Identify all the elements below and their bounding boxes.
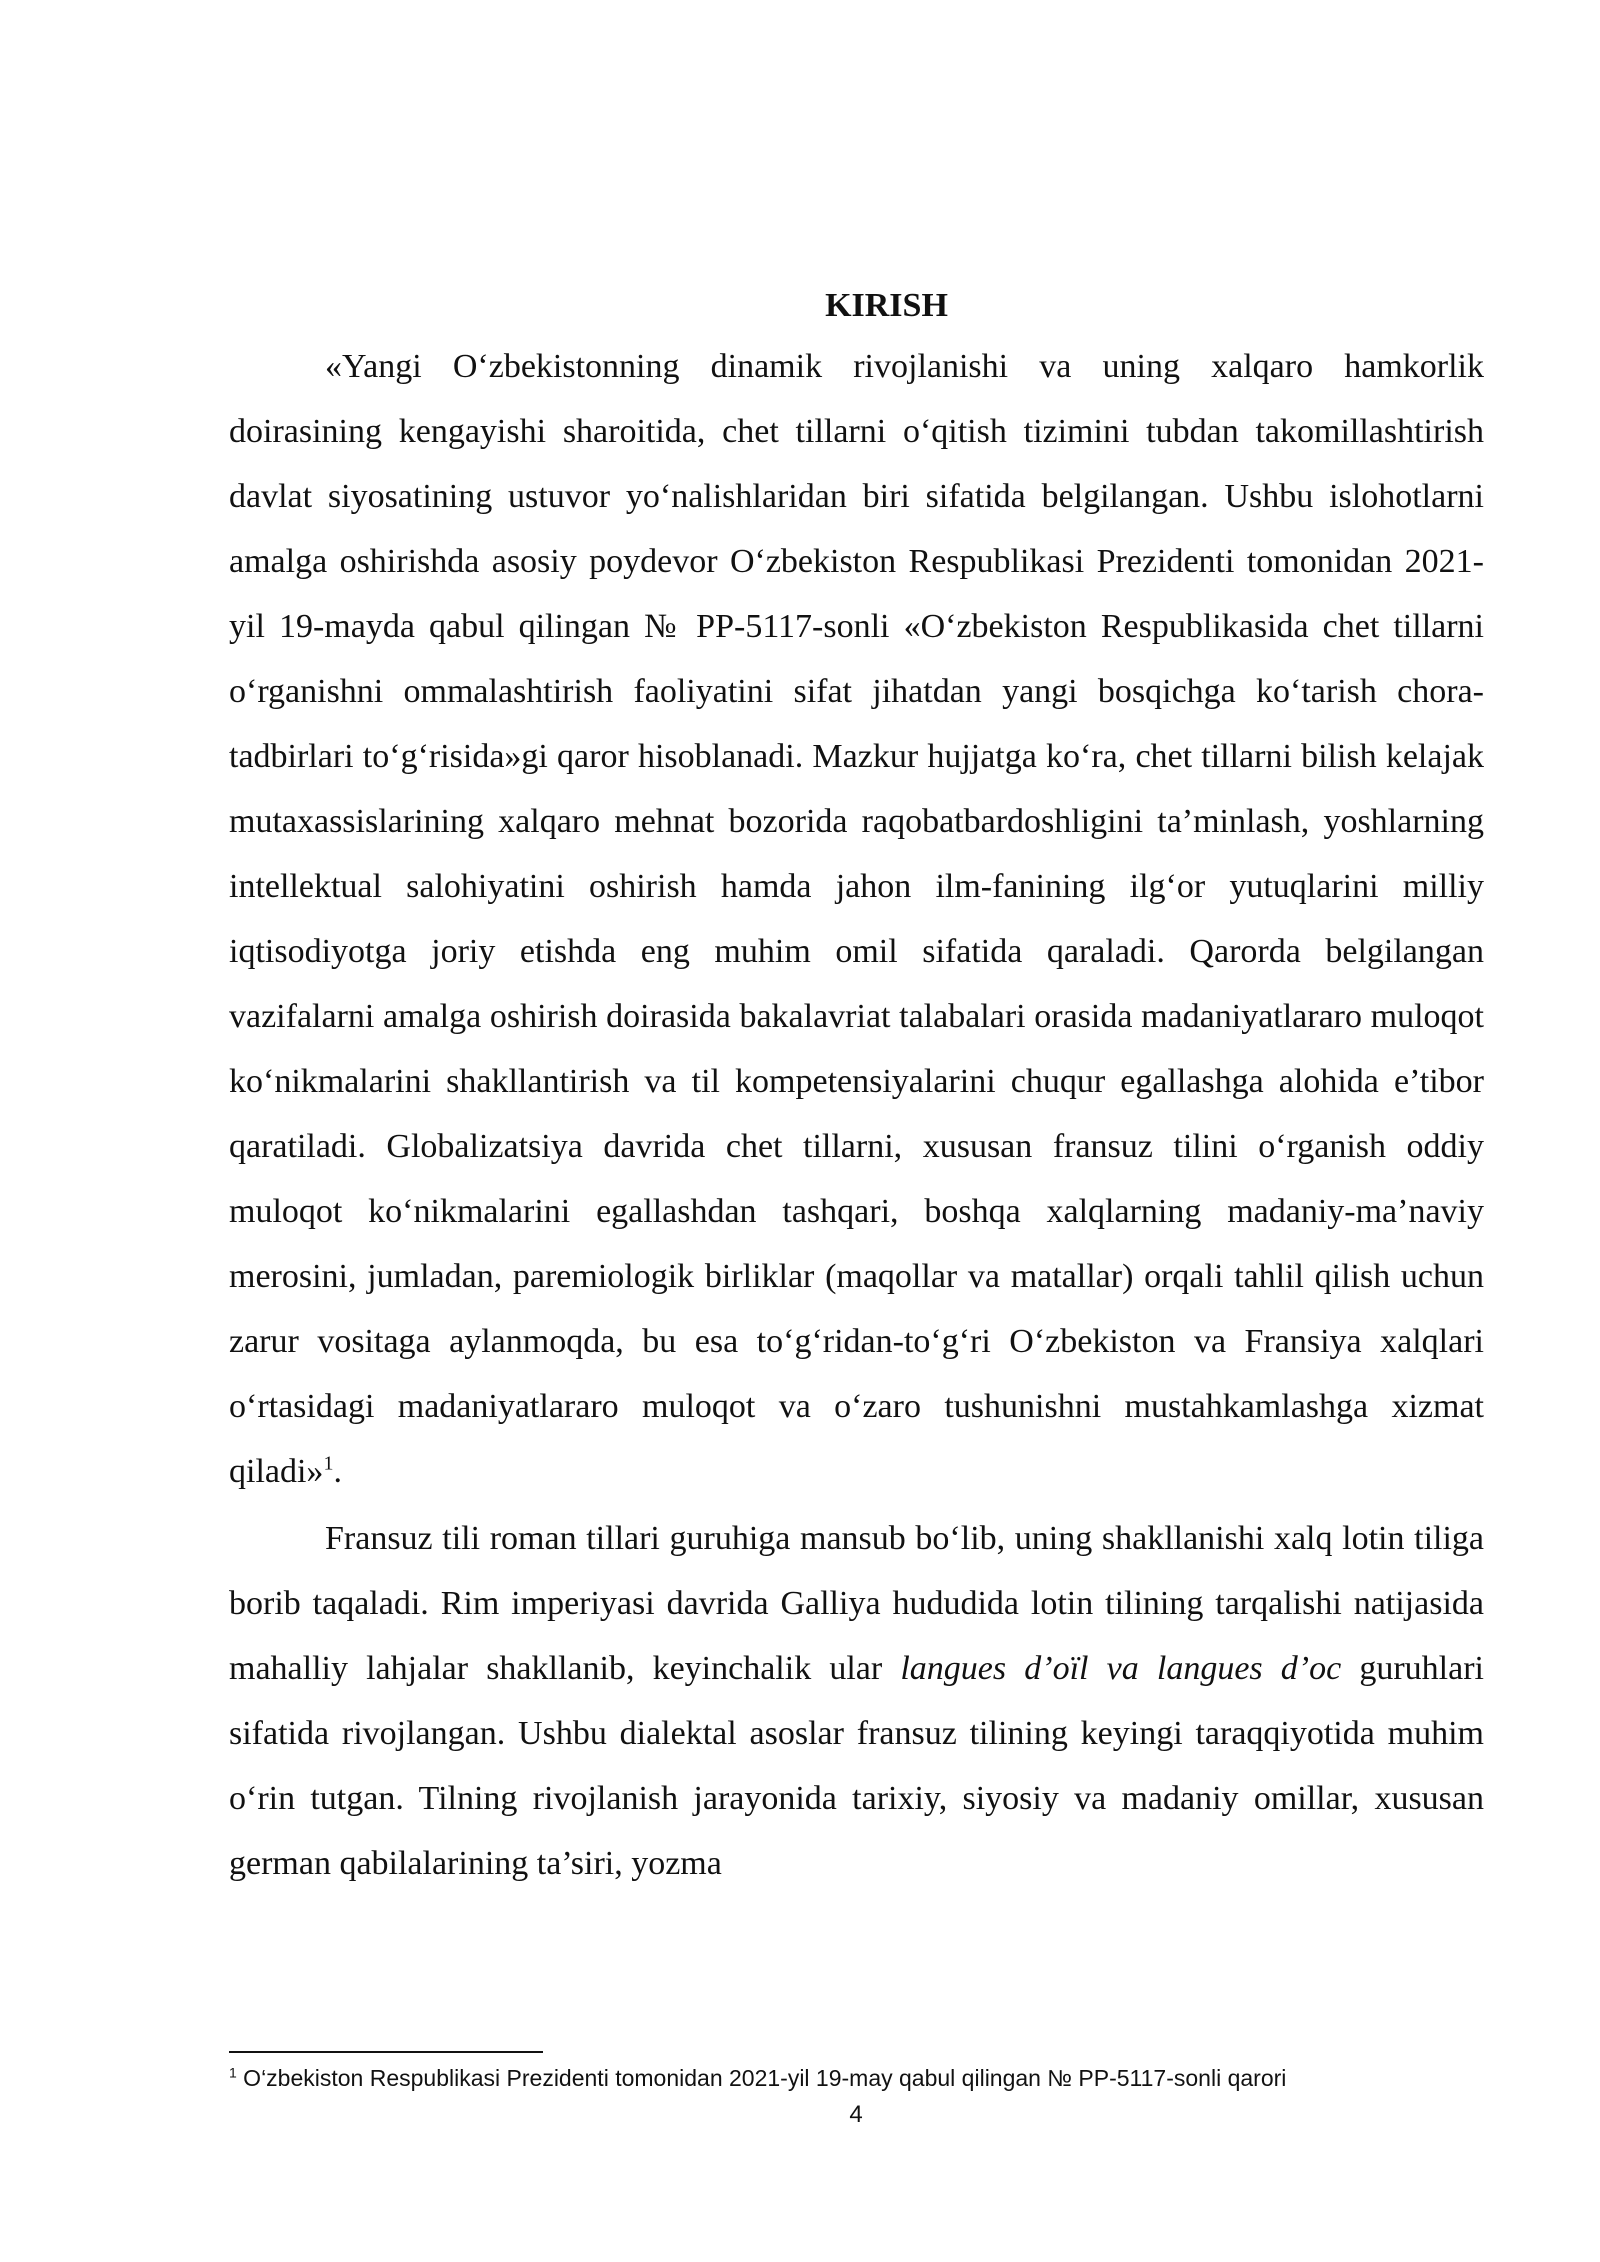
paragraph-1-end: . <box>333 1453 342 1490</box>
paragraph-1-text: «Yangi O‘zbekistonning dinamik rivojlanishi va uning xalqaro hamkorlik doirasining kengayishi sharoitida, chet tillarni o‘qitish tizimini tubdan takomillashtirish davlat siyosatining ustuvor yo‘nalishlaridan biri sifatida belgilangan. Ushbu islohotlarni amalga oshirishda asosiy poydevor O‘zbekiston Respublikasi Prezidenti tomonidan 2021-yil 19-mayda qabul qilingan № PP-5117-sonli «O‘zbekiston Respublikasida chet tillarni o‘rganishni ommalashtirish faoliyatini sifat jihatdan yangi bosqichga ko‘tarish chora-tadbirlari to‘g‘risida»gi qaror hisoblanadi. Mazkur hujjatga ko‘ra, chet tillarni bilish kelajak mutaxassislarining xalqaro mehnat bozorida raqobatbardoshligini ta’minlash, yoshlarning intellektual salohiyatini oshirish hamda jahon ilm-fanining ilg‘or yutuqlarini milliy iqtisodiyotga joriy etishda eng muhim omil sifatida qaraladi. Qarorda belgilangan vazifalarni amalga oshirish doirasida bakalavriat talabalari orasida madaniyatlararo muloqot ko‘nikmalarini shakllantirish va til kompetensiyalarini chuqur egallashga alohida e’tibor qaratiladi. Globalizatsiya davrida chet tillarni, xususan fransuz tilini o‘rganish oddiy muloqot ko‘nikmalarini egallashdan tashqari, boshqa xalqlarning madaniy-ma’naviy merosini, jumladan, paremiologik birliklar (maqollar va matallar) orqali tahlil qilish uchun zarur vositaga aylanmoqda, bu esa to‘g‘ridan-to‘g‘ri O‘zbekiston va Fransiya xalqlari o‘rtasidagi madaniyatlararo muloqot va o‘zaro tushunishni mustahkamlashga xizmat qiladi» <box>229 348 1484 1490</box>
paragraph-2-italic-term: langues d’oïl va langues d’oc <box>900 1650 1342 1687</box>
body-text <box>229 278 1484 1896</box>
paragraph-1 <box>229 334 1484 1504</box>
paragraph-2-part-1: Fransuz tili roman tillari guruhiga mansub bo‘lib, uning shakllanishi xalq lotin tiliga borib taqaladi. Rim imperiyasi davrida Galliya hududida lotin tilining tarqalishi natijasida mahalliy lahjalar shakllanib, keyinchalik ular <box>229 1520 1484 1687</box>
footnote-text: O‘zbekiston Respublikasi Prezidenti tomonidan 2021-yil 19-may qabul qilingan № PP-5117-sonli qarori <box>236 2065 1287 2091</box>
paragraph-2 <box>229 1506 1484 1896</box>
footnote <box>229 2063 1529 2093</box>
page-title: KIRISH <box>825 287 948 324</box>
page-number: 4 <box>849 2101 863 2128</box>
footnote-number: 1 <box>229 2064 237 2081</box>
paragraph-2-part-2: guruhlari sifatida rivojlangan. Ushbu dialektal asoslar fransuz tilining keyingi taraqqiyotida muhim o‘rin tutgan. Tilning rivojlanish jarayonida tarixiy, siyosiy va madaniy omillar, xususan german qabilalarining ta’siri, yozma <box>229 1650 1484 1882</box>
footnote-reference[interactable]: 1 <box>323 1452 334 1475</box>
footnote-separator <box>229 2051 543 2053</box>
